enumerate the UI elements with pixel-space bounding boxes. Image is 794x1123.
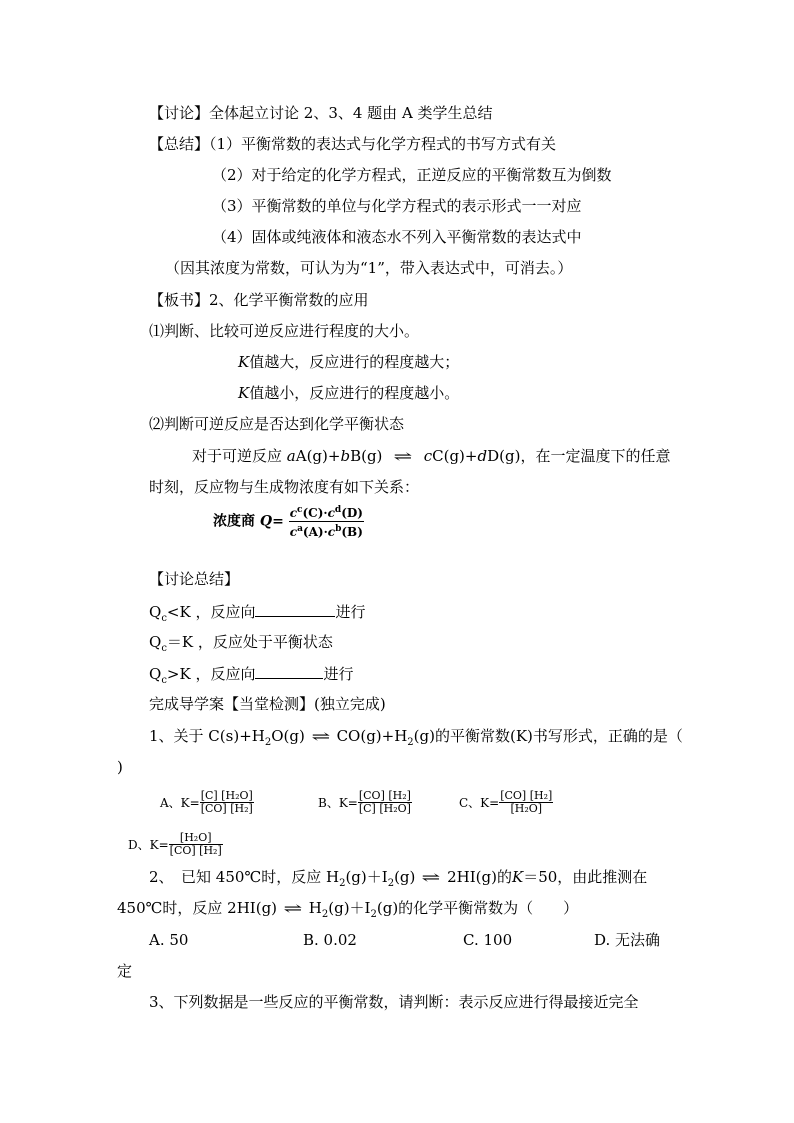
- option-label: A、K=: [160, 796, 200, 810]
- option-numerator: [CO] [H₂]: [500, 789, 553, 802]
- application-2-title: ⑵判断可逆反应是否达到化学平衡状态: [149, 415, 405, 433]
- task-line: 完成导学案【当堂检测】(独立完成): [149, 695, 386, 713]
- quotient-numerator: $c^c(C)\cdot c^d(D)$: [289, 505, 363, 520]
- discussion-line: [149, 103, 493, 123]
- coef-a: a: [286, 447, 296, 465]
- equilibrium-arrow-icon: ⇌: [393, 449, 413, 465]
- q2-part-4: 2HI(g)的: [447, 868, 512, 886]
- q2-part-2: (g)＋I: [345, 868, 388, 886]
- q2-option-d-continuation: 定: [117, 962, 133, 980]
- q1-part-d: (g)的平衡常数(K)书写形式，正确的是（: [413, 727, 683, 745]
- concentration-quotient: [213, 503, 364, 540]
- summary-line-1: [149, 134, 556, 154]
- quotient-symbol: Q: [259, 513, 273, 530]
- qc-row-greater: [149, 663, 353, 691]
- subscript-2: 2: [387, 878, 395, 889]
- q2-line2-b: H: [308, 899, 322, 917]
- discussion-text: 全体起立讨论 2、3、4 题由 A 类学生总结: [209, 104, 493, 122]
- option-label: C、K=: [459, 796, 500, 810]
- q1-option-a[interactable]: [160, 790, 254, 815]
- answer-blank[interactable]: [255, 601, 335, 617]
- q2-option-b[interactable]: B. 0.02: [303, 931, 357, 949]
- qc-relation: ＝K ，反应处于平衡状态: [166, 633, 333, 651]
- q2-part-5: ＝50，由此推测在: [523, 868, 648, 886]
- summary-item-4: （4）固体或纯液体和液态水不列入平衡常数的表达式中: [212, 228, 582, 246]
- summary-note: （因其浓度为常数，可认为为“1”，带入表达式中，可消去。）: [165, 259, 573, 277]
- coef-d: d: [477, 447, 488, 465]
- species-c: C(g): [432, 447, 465, 465]
- species-a: A(g): [295, 447, 328, 465]
- qc-symbol: Q: [149, 603, 162, 621]
- question-1: [149, 726, 683, 753]
- q2-line2-c: (g)＋I: [328, 899, 371, 917]
- subscript-2: 2: [321, 909, 329, 920]
- reaction-tail: ，在一定温度下的任意: [520, 447, 671, 465]
- q1-part-c: CO(g)+H: [336, 727, 408, 745]
- equilibrium-arrow-icon: ⇌: [311, 729, 331, 745]
- summary-item-2: （2）对于给定的化学方程式，正逆反应的平衡常数互为倒数: [212, 166, 612, 184]
- q1-part-a: 1、关于 C(s)+H: [149, 727, 265, 745]
- qc-subscript: c: [161, 643, 167, 654]
- option-fraction: [499, 790, 553, 815]
- q2-option-a[interactable]: A. 50: [149, 931, 189, 949]
- qc-relation: >K ，反应向: [166, 665, 256, 683]
- board-line: [149, 290, 369, 310]
- option-denominator: [CO] [H₂]: [200, 802, 253, 815]
- qc-tail: 进行: [335, 603, 366, 621]
- application-1-title: ⑴判断、比较可逆反应进行程度的大小。: [149, 322, 420, 340]
- k-symbol: K: [238, 384, 250, 402]
- q2-option-d[interactable]: D. 无法确: [594, 931, 661, 949]
- quotient-fraction: [289, 503, 364, 540]
- qc-symbol: Q: [149, 633, 162, 651]
- reaction-continuation: 时刻，反应物与生成物浓度有如下关系：: [149, 478, 420, 496]
- option-denominator: [CO] [H₂]: [169, 844, 222, 857]
- option-denominator: [C] [H₂O]: [358, 802, 411, 815]
- qc-subscript: c: [161, 675, 167, 686]
- plus-sign: +: [464, 447, 478, 465]
- option-denominator: [H₂O]: [510, 802, 543, 815]
- option-fraction: [358, 790, 412, 815]
- option-numerator: [C] [H₂O]: [200, 789, 253, 802]
- k-small-text: 值越小，反应进行的程度越小。: [249, 384, 460, 402]
- qc-symbol: Q: [149, 665, 162, 683]
- subscript-2: 2: [339, 878, 346, 889]
- q2-line2-d: (g)的化学平衡常数为（ ）: [376, 899, 579, 917]
- reaction-intro: 对于可逆反应: [192, 447, 283, 465]
- option-label: D、K=: [128, 838, 169, 852]
- subscript-2: 2: [370, 909, 377, 920]
- q2-option-c[interactable]: C. 100: [463, 931, 513, 949]
- reaction-line: [192, 446, 670, 467]
- coef-b: b: [340, 447, 351, 465]
- k-large-text: 值越大，反应进行的程度越大；: [249, 353, 460, 371]
- board-text: 2、化学平衡常数的应用: [209, 291, 369, 309]
- equilibrium-arrow-icon: ⇌: [283, 901, 303, 917]
- question-2-line-2: [117, 898, 578, 925]
- option-numerator: [H₂O]: [169, 832, 223, 845]
- qc-subscript: c: [161, 613, 167, 624]
- subscript-2: 2: [264, 737, 272, 748]
- species-b: B(g): [350, 447, 383, 465]
- option-numerator: [CO] [H₂]: [358, 789, 411, 802]
- question-2-line-1: [149, 867, 647, 894]
- q2-part-1: 2、 已知 450℃时，反应 H: [149, 868, 340, 886]
- option-fraction: [200, 790, 254, 815]
- answer-blank[interactable]: [255, 663, 323, 679]
- qc-tail: 进行: [323, 665, 354, 683]
- q1-option-c[interactable]: [459, 790, 553, 815]
- qc-relation: <K ，反应向: [166, 603, 256, 621]
- qc-row-less: [149, 601, 365, 629]
- q2-part-3: (g): [394, 868, 416, 886]
- option-fraction: [169, 832, 223, 857]
- k-symbol: K: [238, 353, 250, 371]
- q1-option-d[interactable]: [128, 832, 223, 857]
- summary-item-1: （1）平衡常数的表达式与化学方程式的书写方式有关: [209, 135, 557, 153]
- k-symbol: K: [511, 868, 524, 886]
- q1-close-paren: ): [117, 758, 123, 776]
- qc-row-equal: [149, 632, 333, 659]
- k-large-line: [238, 352, 459, 372]
- summary-heading: 【总结】: [149, 135, 210, 153]
- board-heading: 【板书】: [149, 291, 210, 309]
- q1-part-b: O(g): [271, 727, 305, 745]
- equilibrium-arrow-icon: ⇌: [421, 870, 441, 886]
- summary-item-3: （3）平衡常数的单位与化学方程式的表示形式一一对应: [212, 197, 582, 215]
- coef-c: c: [423, 447, 433, 465]
- quotient-denominator: $c^a(A)\cdot c^b(B)$: [289, 524, 363, 539]
- k-small-line: [238, 383, 459, 403]
- option-label: B、K=: [318, 796, 358, 810]
- q1-option-b[interactable]: [318, 790, 412, 815]
- species-d: D(g): [487, 447, 521, 465]
- plus-sign: +: [327, 447, 341, 465]
- quotient-label: 浓度商: [213, 513, 255, 530]
- discussion-heading: 【讨论】: [149, 104, 210, 122]
- quotient-equals: =: [272, 513, 284, 530]
- q2-line2-a: 450℃时，反应 2HI(g): [117, 899, 278, 917]
- subscript-2: 2: [407, 737, 414, 748]
- question-3: 3、下列数据是一些反应的平衡常数，请判断：表示反应进行得最接近完全: [149, 993, 639, 1011]
- discussion-summary-heading: 【讨论总结】: [149, 570, 240, 588]
